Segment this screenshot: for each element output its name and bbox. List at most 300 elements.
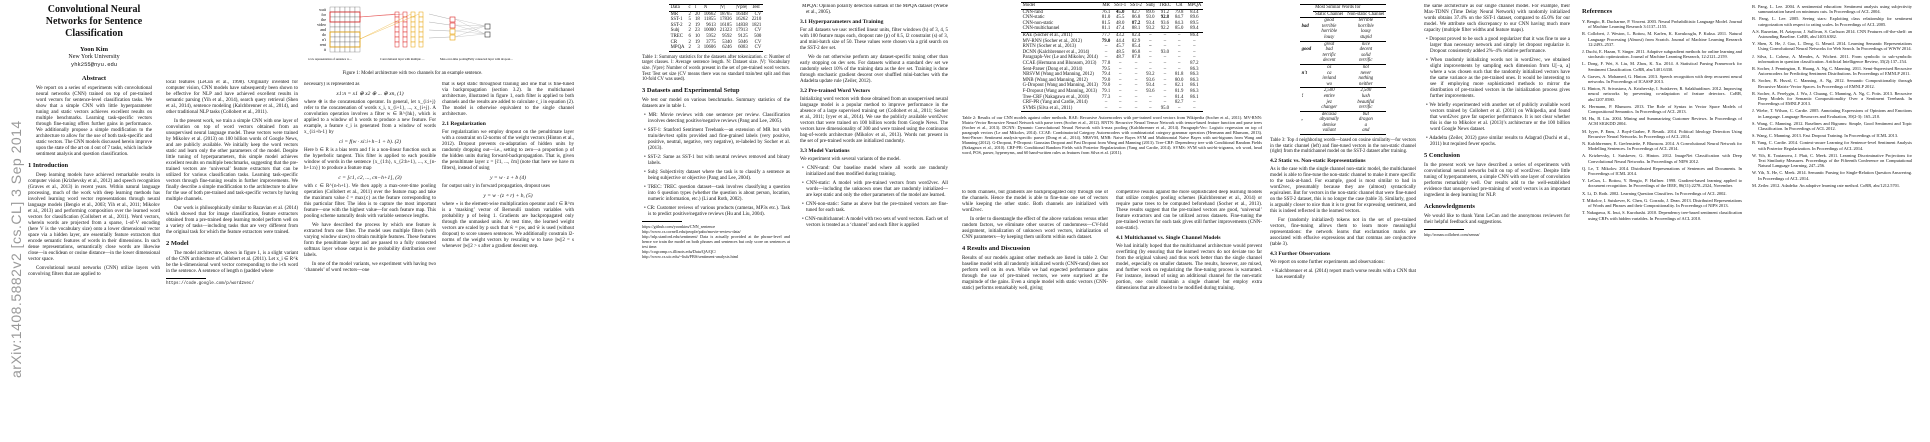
page-2 (640, 0, 960, 442)
bullet-item (642, 113, 790, 125)
input-matrix-cell (330, 17, 335, 22)
table-cell: CR (670, 39, 678, 45)
input-matrix-cell (345, 22, 350, 27)
reference-list-2 (1752, 4, 1912, 188)
figure-1-caption: Figure 1: Model architecture with two channels for an example sentence. (342, 71, 483, 76)
table-cell: – (1149, 66, 1152, 72)
footnote-rule (642, 221, 682, 222)
static-neighbor: terrific (1322, 52, 1336, 58)
table-2-results (1021, 2, 1204, 112)
reference-entry: W. Yih, X. He, C. Meek. 2014. Semantic Parsing for Single-Relation Question Answering. In Proceedings of ACL 2014. (1752, 170, 1912, 181)
reference-entry: B. Yang, C. Cardie. 2014. Context-aware Learning for Sentence-level Sentiment Analysis with Posterior Regularization. In Proceedings of ACL 2014. (1752, 140, 1912, 151)
paragraph: We test our model on various benchmarks. Summary statistics of the datasets are in table 1. (642, 97, 790, 109)
table-1-header-cell: c (688, 5, 691, 10)
input-matrix-cell (335, 32, 340, 37)
table-cell: 44.4 (1116, 38, 1125, 44)
table-cell: 77.7 (1101, 32, 1111, 38)
reference-entry: Q. Le, T. Mikolov. 2014. Distributed Represenations of Sentences and Documents. In Proceedings of ICML 2014. (1582, 165, 1742, 177)
table-cell: – (1163, 60, 1167, 66)
table-cell: 87.2 (1190, 60, 1199, 66)
bullet-item (642, 185, 790, 203)
table-cell: 93.2 (1146, 72, 1155, 78)
nonstatic-neighbor: lush (1361, 93, 1370, 99)
paragraph: necessary) is represented as (304, 82, 360, 87)
p2-column-2 (800, 4, 948, 440)
table-cell: Subj (670, 28, 680, 34)
table-cell: – (1178, 60, 1181, 66)
author-email[interactable]: yhk255@nyu.edu (70, 61, 118, 68)
table-cell: MR (670, 11, 679, 17)
observation-bullet-list-continued (1424, 37, 1570, 148)
output-unit (485, 32, 490, 37)
equation-3: c = [c1, c2, ..., cn−h+1], (3) (338, 175, 402, 181)
input-matrix-cell (350, 17, 355, 22)
footnote-rule (166, 278, 206, 279)
nonstatic-neighbor: lousy (1360, 29, 1371, 35)
table-cell: – (1119, 66, 1122, 72)
paragraph: In the present work, we train a simple CNN with one layer of convolution on top of word vectors obtained from an unsupervised neural language model. These vectors were trained by Mikolov et al. (2013) on 100 billion words of Google News, and are publicly available. We initially keep the word vectors static and learn only the other parameters of the model. Despite little tuning of hyperparameters, this simple model achieves excellent results on multiple benchmarks, suggesting that the pre-trained vectors are ‘universal’ feature extractors that can be utilized for various classification tasks. Learning task-specific vectors through fine-tuning results in further improvements. We finally describe a simple modification to the architecture to allow for the use of both pre-trained and task-specific vectors by having multiple channels. (166, 119, 298, 202)
table-cell: – (1178, 55, 1181, 61)
nonstatic-neighbor: and (1362, 128, 1370, 134)
table-cell: 81.5 (1101, 20, 1111, 26)
reference-entry: N. Kalchbrenner, E. Grefenstette, P. Blunsom. 2014. A Convolutional Neural Network for Modelling Sentences. In Proceedings of ACL 2014. (1582, 141, 1742, 152)
table-cell: 45.0 (1116, 9, 1125, 15)
feature-map-cell (395, 17, 399, 22)
table-cell: DCNN (Kalchbrenner et al., 2014) (1022, 49, 1090, 55)
paragraph: Results of our models against other methods are listed in table 2. Our baseline model with all randomly initialized words (CNN-rand) does not perform well on its own. While we had expected performance gains through the use of pre-trained vectors, we were surprised at the magnitude of the gains. Even a simple model with static vectors (CNN-static) performs remarkably well, giving (962, 256, 1108, 291)
nonstatic-neighbor: terrific (1359, 105, 1373, 111)
table-cell: 95.0 (1160, 105, 1170, 111)
input-matrix-cell (340, 22, 345, 27)
input-matrix-cell (345, 42, 350, 47)
paragraph: competitive results against the more sophisticated deep learning models that utilize complex pooling schemes (Kalchbrenner et al., 2014) or require parse trees to be computed beforehand (Socher et al., 2013). These results suggest that the pre-trained vectors are good, ‘universal’ feature extractors and can be utilized across datasets. Fine-tuning the pre-trained vectors for each task gives still further improvements (CNN-non-static). (1116, 190, 1262, 231)
table-cell: – (1149, 94, 1152, 100)
table-cell: 82.9 (1131, 38, 1141, 44)
page-1 (0, 0, 640, 442)
nonstatic-neighbor: but (1362, 111, 1369, 117)
input-matrix-cell (355, 7, 360, 12)
input-matrix-cell (330, 37, 335, 42)
paragraph: for output unit y in forward propagation, dropout uses (442, 184, 550, 189)
reference-entry: G. Hinton, N. Srivastava, A. Krizhevsky, I. Sutskever, R. Salakhutdinov. 2012. Improving neural networks by preventing co-adaptation of feature detectors. CoRR, abs/1207.0580. (1582, 86, 1742, 102)
table-cell: – (1119, 83, 1122, 89)
table-cell: 45.7 (1116, 44, 1125, 50)
table-cell: 3 (697, 45, 700, 51)
table-cell: 16448 (735, 11, 748, 17)
paragraph: Deep learning models have achieved remarkable results in computer vision (Krizhevsky et al., 2012) and speech recognition (Graves et al., 2013) in recent years. Within natural language processing, much of the work with deep learning methods has involved learning word vector representations through neural language models (Bengio et al., 2003; Yih et al., 2011; Mikolov et al., 2013) and performing composition over the learned word vectors for classification (Collobert et al., 2011). Word vectors, wherein words are projected from a sparse, 1-of-V encoding (here V is the vocabulary size) onto a lower dimensional vector space via a hidden layer, are essentially feature extractors that encode semantic features of words in their dimensions. In such dense representations, semantically close words are likewise close—in euclidean or cosine distance—in the lower dimensional vector space. (28, 173, 160, 262)
abstract-text: We report on a series of experiments with convolutional neural networks (CNN) trained on top of pre-trained word vectors for sentence-level classification tasks. We show that a simple CNN with little hyperparameter tuning and static vectors achieves excellent results on multiple benchmarks. Learning task-specific vectors through fine-tuning offers further gains in performance. We additionally propose a simple modification to the architecture to allow for the use of both task-specific and static vectors. The CNN models discussed herein improve upon the state of the art on 4 out of 7 tasks, which include sentiment analysis and question classification. (36, 86, 152, 157)
table-3-nonstatic-header: Non-static Channel (1347, 11, 1385, 17)
table-cell: 21323 (719, 28, 732, 34)
bullet-item (800, 202, 948, 214)
output-unit (485, 24, 490, 29)
table-3-blank-header (1300, 5, 1314, 12)
table-cell: 14838 (735, 22, 748, 28)
table-cell: 86.3 (1190, 72, 1199, 78)
convolution-line (360, 14, 419, 39)
footnote-rule (1424, 229, 1464, 230)
bullet-text: CNN-rand: Our baseline model where all words are randomly initialized and then modified during training. (806, 166, 948, 177)
nonstatic-neighbor: never (1360, 70, 1372, 76)
bullet-marker: • (644, 154, 648, 160)
table-cell: 86.3 (1190, 88, 1199, 94)
arxiv-stamp (6, 60, 24, 390)
table-2-body (1021, 9, 1204, 112)
table-cell: 84.7 (1175, 15, 1184, 21)
table-cell: 86.1 (1190, 83, 1199, 89)
bullet-text: Adadelta (Zeiler, 2012) gave similar results to Adagrad (Duchi et al., 2011) but required fewer epochs. (1429, 136, 1570, 147)
input-matrix-cell (335, 37, 340, 42)
section-conclusion: 5 Conclusion (1424, 152, 1460, 159)
section-datasets: 3 Datasets and Experimental Setup (642, 86, 740, 94)
p3-column-3 (1270, 4, 1416, 440)
table-cell: 19 (694, 22, 700, 28)
bullet-marker: • (802, 217, 806, 222)
bullet-item (800, 166, 948, 178)
bullet-marker: • (802, 202, 806, 207)
table-cell: 20 (694, 11, 700, 17)
table-cell: 82.1 (1175, 83, 1184, 89)
paragraph: Initializing word vectors with those obtained from an unsupervised neural language model is a popular method to improve performance in the absence of a large supervised training set (Collobert et al., 2011; Socher et al., 2011; Iyyer et al., 2014). We use the publicly available word2vec vectors that were trained on 100 billion words from Google News. The vectors have dimensionality of 300 and were trained using the continuous bag-of-words architecture (Mikolov et al., 2013). Words not present in the set of pre-trained words are initialized randomly. (800, 97, 948, 144)
table-cell: – (1178, 105, 1181, 111)
table-cell: 48.0 (1116, 20, 1125, 26)
bullet-marker: • (1426, 58, 1431, 63)
pooled-feature (450, 35, 455, 40)
p1-column-3 (304, 82, 436, 440)
table-cell: 19 (694, 39, 700, 45)
table-cell: – (1104, 49, 1108, 55)
table-cell: 10000 (703, 28, 716, 34)
diagram-label: Max-over-time pooling (440, 57, 469, 61)
table-cell: – (1119, 94, 1122, 100)
table-3-similar-words (1300, 4, 1387, 135)
query-word (1300, 128, 1314, 134)
table-cell: – (1149, 44, 1152, 50)
table-cell: 86.8 (1131, 49, 1141, 55)
reference-entry: Y. Shen, X. He, J. Gao, L. Deng, G. Mesnil. 2014. Learning Semantic Representations Using Convolutional Neural Networks for Web Search. In Proceedings of WWW 2014. (1752, 41, 1912, 52)
input-matrix-cell (355, 22, 360, 27)
table-cell: – (1163, 88, 1167, 94)
static-neighbor: terrible (1322, 23, 1337, 29)
table-1-header-cell: Test (751, 5, 760, 10)
input-matrix-cell (350, 12, 355, 17)
fully-connected-line (455, 19, 485, 34)
table-cell: – (1163, 32, 1167, 38)
table-cell: G-Dropout (Wang and Manning, 2013) (1022, 83, 1098, 89)
footnote[interactable]: http://nlp.stanford.edu/sentiment/ Data is actually provided at the phrase-level and hence we train the model on both phrases and sentences but only score on sentences at test time. (642, 233, 790, 249)
table-cell: 79.0 (1101, 77, 1111, 83)
table-cell: 82.4 (1131, 32, 1141, 38)
bullet-marker: • (1426, 37, 1430, 42)
input-matrix-cell (345, 47, 350, 52)
bullet-marker: • (644, 112, 649, 118)
feature-map-cell (403, 42, 407, 47)
table-cell: 82.7 (1175, 100, 1184, 106)
input-matrix-cell (330, 47, 335, 52)
feature-map-cell (395, 37, 399, 42)
input-matrix-cell (345, 27, 350, 32)
variant-bullet-list (800, 166, 948, 229)
table-cell: 92.2 (1160, 26, 1170, 32)
bullet-item (1424, 58, 1570, 100)
table-cell: 86.3 (1190, 77, 1199, 83)
input-word: n't (322, 37, 326, 42)
feature-map-cell (403, 22, 407, 27)
bullet-marker: • (1272, 268, 1276, 274)
feature-map-cell (395, 42, 399, 47)
reference-entry: S. Wang, C. Manning. 2012. Baselines and Bigrams: Simple, Good Sentiment and Topic Classification. In Proceedings of ACL 2012. (1752, 120, 1912, 132)
reference-entry: R. Socher, J. Pennington, E. Huang, A. Ng, C. Manning. 2011. Semi-Supervised Recursive Autoencoders for Predicting Sentiment Distributions. In Proceedings of EMNLP 2011. (1752, 66, 1912, 77)
table-cell: 1821 (751, 22, 762, 28)
paragraph: For all datasets we use: rectified linear units, filter windows (h) of 3, 4, 5 with 100 feature maps each, dropout rate (p) of 0.5, l2 constraint (s) of 3, and mini-batch size of 50. These values were chosen via a grid search on the SST-2 dev set. (800, 28, 948, 51)
paragraph: Here b ∈ R is a bias term and f is a non-linear function such as the hyperbolic tangent. This filter is applied to each possible window of words in the sentence {x_{1:h}, x_{2:h+1}, ..., x_{n-h+1:n}} to produce a feature map (304, 148, 436, 171)
table-1-header-row (669, 5, 764, 12)
table-1-dataset-statistics (669, 4, 764, 52)
static-neighbor: changer (1321, 105, 1338, 111)
reference-entry: A. Graves, A. Mohamed, G. Hinton. 2013. Speech recognition with deep recurrent neural networks. In Proceedings of ICASSP 2013. (1582, 73, 1742, 85)
table-cell: 17836 (719, 17, 732, 23)
feature-map-cell (403, 32, 407, 37)
static-neighbor: abysmally (1319, 117, 1339, 123)
table-cell: 89.4 (1190, 26, 1199, 32)
input-matrix-cell (330, 22, 335, 27)
table-cell: 43.2 (1116, 32, 1125, 38)
table-cell: 93.0 (1160, 49, 1170, 55)
table-cell: – (1119, 105, 1122, 111)
reference-entry: T. Mikolov, I. Sutskever, K. Chen, G. Corrado, J. Dean. 2013. Distributed Representations of Words and Phrases and their Compositionality. In Proceedings of NIPS 2013. (1582, 197, 1742, 209)
table-cell: 91.2 (1160, 9, 1170, 15)
reference-entry: B. Pang, L. Lee. 2005. Seeing stars: Exploiting class relationship for sentiment categorization with respect to rating scales. In Proceedings of ACL 2005. (1752, 16, 1912, 27)
table-cell: 5 (688, 17, 691, 23)
table-cell: 5046 (738, 39, 748, 45)
bullet-marker: • (1426, 136, 1430, 141)
table-cell: 2 (688, 11, 691, 17)
table-cell: – (1134, 60, 1138, 66)
bullet-text: SST-1: Stanford Sentiment Treebank—an extension of MR but with train/dev/test splits provided and fine-grained labels (very positive, positive, neutral, negative, very negative), re-labeled by Socher et al. (2013). (647, 127, 790, 151)
table-cell: – (1149, 100, 1152, 106)
table-3-header-row-1 (1300, 5, 1387, 12)
table-cell: – (1104, 100, 1108, 106)
bullet-text: MR: Movie reviews with one sentence per review. Classification involves detecting positive/negative reviews (Pang and Lee, 2005). (648, 112, 790, 124)
query-word: good (1301, 47, 1312, 53)
table-cell: – (1163, 100, 1167, 106)
table-row (1021, 106, 1204, 112)
static-neighbor: lousy (1324, 34, 1335, 40)
input-matrix-cell (345, 32, 350, 37)
nonstatic-neighbor: terrific (1359, 58, 1373, 64)
table-cell: 2 (688, 22, 691, 28)
feature-map-cell (395, 32, 399, 37)
nonstatic-neighbor: stupid (1359, 34, 1372, 40)
input-matrix-cell (355, 37, 360, 42)
static-neighbor: good (1324, 18, 1334, 24)
reference-list-1 (1582, 19, 1742, 221)
bullet-text: TREC: TREC question dataset—task involves classifying a question into 6 question types (whether the question is about person, location, numeric information, etc.) (Li and Roth, 2002). (647, 184, 790, 202)
footnote[interactable]: https://code.google.com/p/word2vec/ (166, 282, 254, 286)
table-cell: 93.6 (1146, 77, 1155, 83)
table-cell: – (1163, 44, 1167, 50)
reference-entry: X. Li, D. Roth. 2002. Learning Question Classifiers. In Proceedings of ACL 2002. (1582, 190, 1727, 196)
table-cell: 48.7 (1116, 55, 1125, 61)
table-cell: 77.8 (1101, 60, 1111, 66)
reference-entry: K. Hermann, P. Blunsom. 2013. The Role of Syntax in Vector Space Models of Compositional Semantics. In Proceedings of ACL 2013. (1582, 103, 1742, 115)
paragraph: The model architecture, shown in figure 1, is a slight variant of the CNN architecture of Collobert et al. (2011). Let x_i ∈ R^k be the k-dimensional word vector corresponding to the i-th word in the sentence. A sentence of length n (padded where (166, 251, 298, 274)
feature-map-cell (419, 37, 423, 42)
table-cell: – (1178, 38, 1181, 44)
observation-bullet-list (1270, 269, 1416, 281)
table-cell: – (1163, 77, 1167, 83)
bullet-marker: • (644, 169, 648, 175)
bullet-text: CNN-non-static: Same as above but the pre-trained vectors are fine-tuned for each task. (805, 202, 948, 213)
table-row (1300, 128, 1387, 134)
section-results: 4 Results and Discussion (962, 245, 1031, 252)
table-3-header-row-2 (1300, 11, 1387, 18)
table-cell: 79.4 (1101, 72, 1111, 78)
fully-connected-line (455, 25, 485, 34)
footnote[interactable]: https://github.com/yoonkim/CNN_sentence (642, 223, 716, 229)
reference-entry: Y. Bengio, R. Ducharme, P. Vincent. 2003. Neural Probabilitistic Language Model. Journal of Machine Learning Research 3:1137–1155. (1582, 19, 1742, 30)
table-2-header-cell: MPQA (1187, 3, 1202, 8)
footnote[interactable]: http://www.cs.uic.edu/~liub/FBS/sentiment-analysis.html (642, 253, 739, 259)
input-matrix-cell (345, 12, 350, 17)
table-cell: – (1178, 49, 1181, 55)
reference-entry: R. Socher, A. Perelygin, J. Wu, J. Chuang, C. Manning, A. Ng, C. Potts. 2013. Recursive Deep Models for Semantic Compositionality Over a Sentiment Treebank. In Proceedings of EMNLP 2013. (1752, 90, 1912, 107)
table-2-caption: Table 2: Results of our CNN models against other methods. RAE: Recursive Autoencoders with pre-trained word vectors from Wikipedia (Socher et al., 2011). MV-RNN: Matrix-Vector Recursive Neural Network with parse trees (Socher et al., 2012). RNTN: Recursive Neural Tensor Network with tensor-based feature function and parse trees (Socher et al., 2013). DCNN: Dynamic Convolutional Neural Network with k-max pooling (Kalchbrenner et al., 2014). Paragraph-Vec: Logistic regression on top of paragraph vectors (Le and Mikolov, 2014). CCAE: Combinatorial Category Autoencoders with combinatorial category grammar operators (Hermann and Blunsom, 2013). Sent-Parser: Sentiment analysis-specific parser (Dong et al., 2014). NBSVM, MNB: Naive Bayes SVM and Multinomial Naive Bayes with uni-bigrams from Wang and Manning (2012). G-Dropout, F-Dropout: Gaussian Dropout and Fast Dropout from Wang and Manning (2013). Tree-CRF: Dependency tree with Conditional Random Fields (Nakagawa et al., 2010). CRF-PR: Conditional Random Fields with Posterior Regularization (Yang and Cardie, 2014). SVMS: SVM with uni-bi-trigrams, wh word, head word, POS, parser, hypernyms, and 60 hand-written rules as features from Silva et al. (2011). (962, 115, 1262, 156)
feature-map-cell (411, 22, 415, 27)
table-cell: 2210 (751, 17, 762, 23)
feature-map-cell (395, 27, 399, 32)
table-cell: – (1119, 100, 1122, 106)
table-cell: CNN-multichannel (1022, 26, 1060, 32)
paragraph: where ∘ is the element-wise multiplication operator and r ∈ R^m is a ‘masking’ vector of Bernoulli random variables with probability p of being 1. Gradients are backpropagated only through the unmasked units. At test time, the learned weight vectors are scaled by p such that ŵ = pw, and ŵ is used (without dropout) to score unseen sentences. We additionally constrain l2-norms of the weight vectors by rescaling w to have ||w||2 = s whenever ||w||2 > s after a gradient descent step. (442, 202, 574, 249)
table-cell: 86.8 (1131, 15, 1141, 21)
table-cell: 10 (694, 33, 700, 39)
diagram-label: Convolutional layer with multiple … (380, 57, 425, 61)
table-cell: 86.1 (1190, 94, 1199, 100)
table-cell: CV (754, 45, 762, 51)
table-cell: – (1149, 55, 1152, 61)
table-cell: 89.6 (1190, 15, 1199, 21)
input-matrix-cell (340, 32, 345, 37)
feature-map-cell (419, 12, 423, 17)
table-cell: 76.1 (1101, 9, 1111, 15)
table-cell: NBSVM (Wang and Manning, 2012) (1022, 72, 1094, 78)
table-cell: 10662 (703, 11, 716, 17)
table-cell: 93.6 (1146, 88, 1155, 94)
table-cell: CV (754, 28, 762, 34)
footnote[interactable]: http://cogcomp.cs.illinois.edu/Data/QA/QC/ (642, 248, 717, 254)
bullet-marker: • (644, 184, 648, 190)
table-cell: 79.8 (1175, 9, 1184, 15)
paragraph: We experiment with several variants of the model. (800, 157, 901, 162)
input-matrix-cell (350, 32, 355, 37)
input-matrix-cell (340, 37, 345, 42)
reference-entry: M. Hu, B. Liu. 2004. Mining and Summarizing Customer Reviews. In Proceedings of ACM SIGKDD 2004. (1582, 116, 1742, 127)
bullet-item (1270, 269, 1416, 281)
p1-column-1 (28, 4, 160, 440)
table-cell: MV-RNN (Socher et al., 2012) (1022, 38, 1082, 44)
table-cell: 87.2 (1131, 20, 1141, 26)
affiliation: New York University (68, 54, 120, 60)
paragraph: For (randomly initialized) tokens not in the set of pre-trained vectors, fine-tuning allows them to learn more meaningful representations: the network learns that exclamation marks are associated with effusive expressions and that commas are conjunctive (table 3). (1270, 217, 1416, 247)
bullet-item (642, 206, 790, 218)
p1-column-4 (442, 82, 574, 440)
table-cell: 6 (688, 33, 691, 39)
table-cell: 93.4 (1146, 83, 1155, 89)
bullet-marker: • (1426, 103, 1430, 108)
table-cell: – (1134, 94, 1138, 100)
static-neighbor: valiant (1322, 128, 1336, 134)
table-cell: 89.6 (1146, 9, 1155, 15)
reference-entry: S. Wang, C. Manning. 2013. Fast Dropout Training. In Proceedings of ICML 2013. (1752, 133, 1899, 139)
input-matrix-cell (355, 42, 360, 47)
table-cell: – (1134, 77, 1138, 83)
static-neighbor: ireland (1322, 76, 1337, 82)
table-cell: – (1119, 60, 1122, 66)
footnote[interactable]: http://www.cs.cornell.edu/people/pabo/movie-review-data/ (642, 228, 741, 234)
static-neighbor: os (1327, 64, 1332, 70)
bullet-item (642, 170, 790, 182)
feature-map-cell (411, 37, 415, 42)
table-cell: 89.5 (1190, 20, 1199, 26)
nonstatic-neighbor: dragon (1358, 117, 1373, 123)
table-cell: 18 (694, 17, 700, 23)
fully-connected-line (455, 19, 485, 26)
paragraph: that is kept static throughout training and one that is fine-tuned via backpropagation (section 3.2). In the multichannel architecture, illustrated in figure 1, each filter is applied to both channels and the results are added to calculate c_i in equation (2). The model is otherwise equivalent to the single channel architecture. (442, 82, 574, 117)
bullet-marker: • (644, 205, 648, 211)
table-1-body (669, 11, 764, 51)
table-cell: CV (754, 11, 762, 17)
paragraph: with c ∈ R^{n-h+1}. We then apply a max-over-time pooling operation (Collobert et al., 2011) over the feature map and take the maximum value ĉ = max{c} as the feature corresponding to this particular filter. The idea is to capture the most important feature—one with the highest value—for each feature map. This pooling scheme naturally deals with variable sentence lengths. (304, 184, 436, 219)
feature-map-cell (411, 27, 415, 32)
section-references: References (1582, 8, 1613, 15)
nonstatic-neighbor: nothing (1358, 76, 1374, 82)
input-matrix-cell (340, 47, 345, 52)
footnote[interactable]: http://ronan.collobert.com/senna/ (1424, 232, 1480, 237)
table-cell: CNN-rand (1022, 9, 1043, 15)
paragraph: We have described the process by which one feature is extracted from one filter. The model uses multiple filters (with varying window sizes) to obtain multiple features. These features form the penultimate layer and are passed to a fully connected softmax layer whose output is the probability distribution over labels. (304, 223, 436, 258)
input-matrix-cell (345, 7, 350, 12)
table-cell: 5340 (722, 39, 732, 45)
table-cell: – (1178, 66, 1181, 72)
nonstatic-neighbor: nice (1361, 41, 1370, 47)
table-cell: 9125 (738, 33, 748, 39)
nonstatic-neighbor: terrible (1358, 18, 1374, 24)
feature-map-cell (419, 27, 423, 32)
table-cell: – (1163, 83, 1167, 89)
table-cell: – (1119, 77, 1122, 83)
table-cell: 48.5 (1116, 49, 1125, 55)
input-matrix-cell (350, 27, 355, 32)
table-cell: – (1104, 55, 1108, 61)
feature-map-cell (403, 37, 407, 42)
paragraph: We do not otherwise perform any dataset-specific tuning other than early stopping on dev sets. For datasets without a standard dev set we randomly select 10% of the training data as the dev set. Training is done through stochastic gradient descent over shuffled mini-batches with the Adadelta update rule (Zeiler, 2012). (800, 55, 948, 84)
static-neighbor: decent (1322, 58, 1336, 64)
reference-entry: J. Wiebe, T. Wilson, C. Cardie. 2005. Annotating Expressions of Opinions and Emotions in Language. Language Resources and Evaluation, 39(2-3): 165–210. (1752, 108, 1912, 119)
bullet-marker: • (802, 166, 808, 171)
table-cell: 83.4 (1190, 9, 1199, 15)
equation-4: y = w · z + b (4) (490, 175, 526, 181)
table-cell: SST-1 (670, 17, 683, 23)
reference-entry: R. Collobert, J. Weston, L. Bottou, M. Karlen, K. Kavukcuglu, P. Kuksa. 2011. Natural Language Processing (Almost) from Scratch. Journal of Machine Learning Research 12:2493–2537. (1582, 31, 1742, 47)
bullet-text: Kalchbrenner et al. (2014) report much worse results with a CNN that has essentially (1275, 268, 1416, 280)
table-cell: 2 (688, 39, 691, 45)
bullet-item (642, 155, 790, 167)
feature-map-cell (419, 42, 423, 47)
fully-connected-line (455, 34, 485, 37)
table-cell: 81.9 (1175, 88, 1184, 94)
input-word: for (321, 12, 326, 17)
